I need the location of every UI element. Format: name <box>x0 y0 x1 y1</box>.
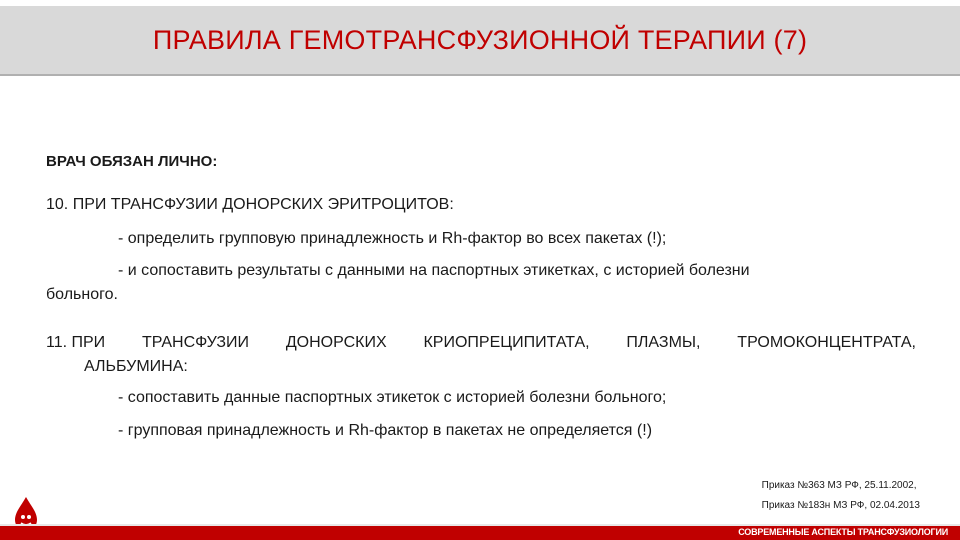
footer-bar <box>0 524 960 540</box>
footnote-line-1: Приказ №363 МЗ РФ, 25.11.2002, <box>761 480 917 491</box>
item-10-heading: 10. ПРИ ТРАНСФУЗИИ ДОНОРСКИХ ЭРИТРОЦИТОВ: <box>46 196 454 213</box>
source-footnote <box>762 476 920 516</box>
page-title: ПРАВИЛА ГЕМОТРАНСФУЗИОННОЙ ТЕРАПИИ (7) <box>152 24 808 55</box>
item-11-word: 11. ПРИ <box>46 334 106 351</box>
item-11-bullet-2: - групповая принадлежность и Rh-фактор в пакетах не определяется (!) <box>118 422 653 439</box>
item-11-word: ТРАНСФУЗИИ <box>141 334 250 351</box>
item-11-word: КРИОПРЕЦИПИТАТА, <box>423 334 590 351</box>
item-11-word: ДОНОРСКИХ <box>285 334 387 351</box>
item-11-word: ПЛАЗМЫ, <box>626 334 701 351</box>
item-10-bullet-2-line-2: больного. <box>46 286 118 303</box>
item-10-bullet-1: - определить групповую принадлежность и Rh-фактор во всех пакетах (!); <box>118 230 667 247</box>
lead-heading: ВРАЧ ОБЯЗАН ЛИЧНО: <box>46 153 218 170</box>
item-11-bullet-1: - сопоставить данные паспортных этикеток с историей болезни больного; <box>118 389 667 406</box>
title-bar <box>0 6 960 76</box>
footnote-line-2: Приказ №183н МЗ РФ, 02.04.2013 <box>761 500 920 511</box>
item-11-heading-line-2: АЛЬБУМИНА: <box>84 358 188 375</box>
item-11-word: ТРОМОКОНЦЕНТРАТА, <box>737 334 916 351</box>
item-10-bullet-2-line-1: - и сопоставить результаты с данными на паспортных этикетках, с историей болезни <box>118 262 750 279</box>
item-11-heading-line-1 <box>46 334 916 352</box>
footer-label: СОВРЕМЕННЫЕ АСПЕКТЫ ТРАНСФУЗИОЛОГИИ <box>738 527 948 537</box>
